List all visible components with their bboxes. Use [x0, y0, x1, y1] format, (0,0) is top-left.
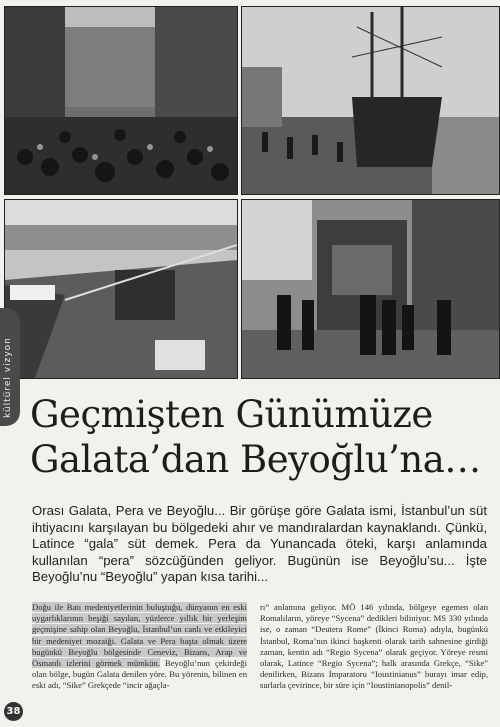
- title-line-1: Geçmişten Günümüze: [30, 393, 433, 436]
- title-line-2: Galata’dan Beyoğlu’na…: [30, 438, 481, 481]
- highlighted-paragraph: Doğu ile Batı medeniyetlerinin buluştuğu, dünyanın en eski uygarlıklarının beşiği sayılan, yüzlerce yıllık bir yerleşim geçmişine sahip olan Beyoğlu, İstanbul’un canlı ve etkileyici bir medeniyet mozaiği. Galata ve Pera başta olmak üzere bugünkü Beyoğlu bölgesinde Ceneviz, Bizans, Arap ve Osmanlı izlerini görmek mümkün.: [32, 602, 247, 669]
- body-column-1: [32, 602, 247, 692]
- photo-crowded-street: [4, 6, 238, 195]
- photo-harbour-ship: [241, 6, 500, 195]
- body-column-2: rı” anlamına geliyor. MÖ 146 yılında, bölgeye egemen olan Romalıların, yöreye “Sycena” dedikleri biliniyor. MS 330 yılında ise, o zaman “Deutera Rome” (İkinci Roma) adıyla, bugünkü İstanbul, Roma’nın ikinci başkenti olarak tarih sahnesine girdiği zaman, kentin adı “Regio Sycena” olarak geçiyor. Yöreye resmi olarak, Latince “Regio Sycena”; halk arasında Grekçe, “Sike” denilirken, Bizans İmparatoru “Ioustinianus” burayı imar edip, surlarla çevirince, bir süre için “Ioustinianopolis” denil-: [260, 602, 488, 691]
- section-side-tab: [0, 308, 20, 426]
- body-column-1-continued: Beyoğlu’nun çekirdeği olan bölge, bugün Galata denilen yöre. Bu yörenin, bilinen en eski adı, “Sike” Grekçede “incir ağaçla-: [32, 658, 247, 691]
- article-title: [30, 392, 490, 482]
- page-number: 38: [4, 702, 23, 721]
- lead-paragraph: Orası Galata, Pera ve Beyoğlu... Bir görüşe göre Galata ismi, İstanbul’un süt ihtiyacını karşılayan bu bölgedeki ahır ve mandıralardan kaynaklandı. Çünkü, Latince “gala” süt demek. Pera da Yunancada öteki, karşı anlamında kullanılan “pera” sözcüğünden geliyor. Bugünün ise Beyoğlu’su... İşte Beyoğlu’nu “Beyoğlu” yapan kısa tarihi...: [32, 503, 487, 584]
- section-label: kültürel vizyon: [3, 337, 13, 418]
- photo-fountain-square: [241, 199, 500, 379]
- photo-aerial-city: [4, 199, 238, 379]
